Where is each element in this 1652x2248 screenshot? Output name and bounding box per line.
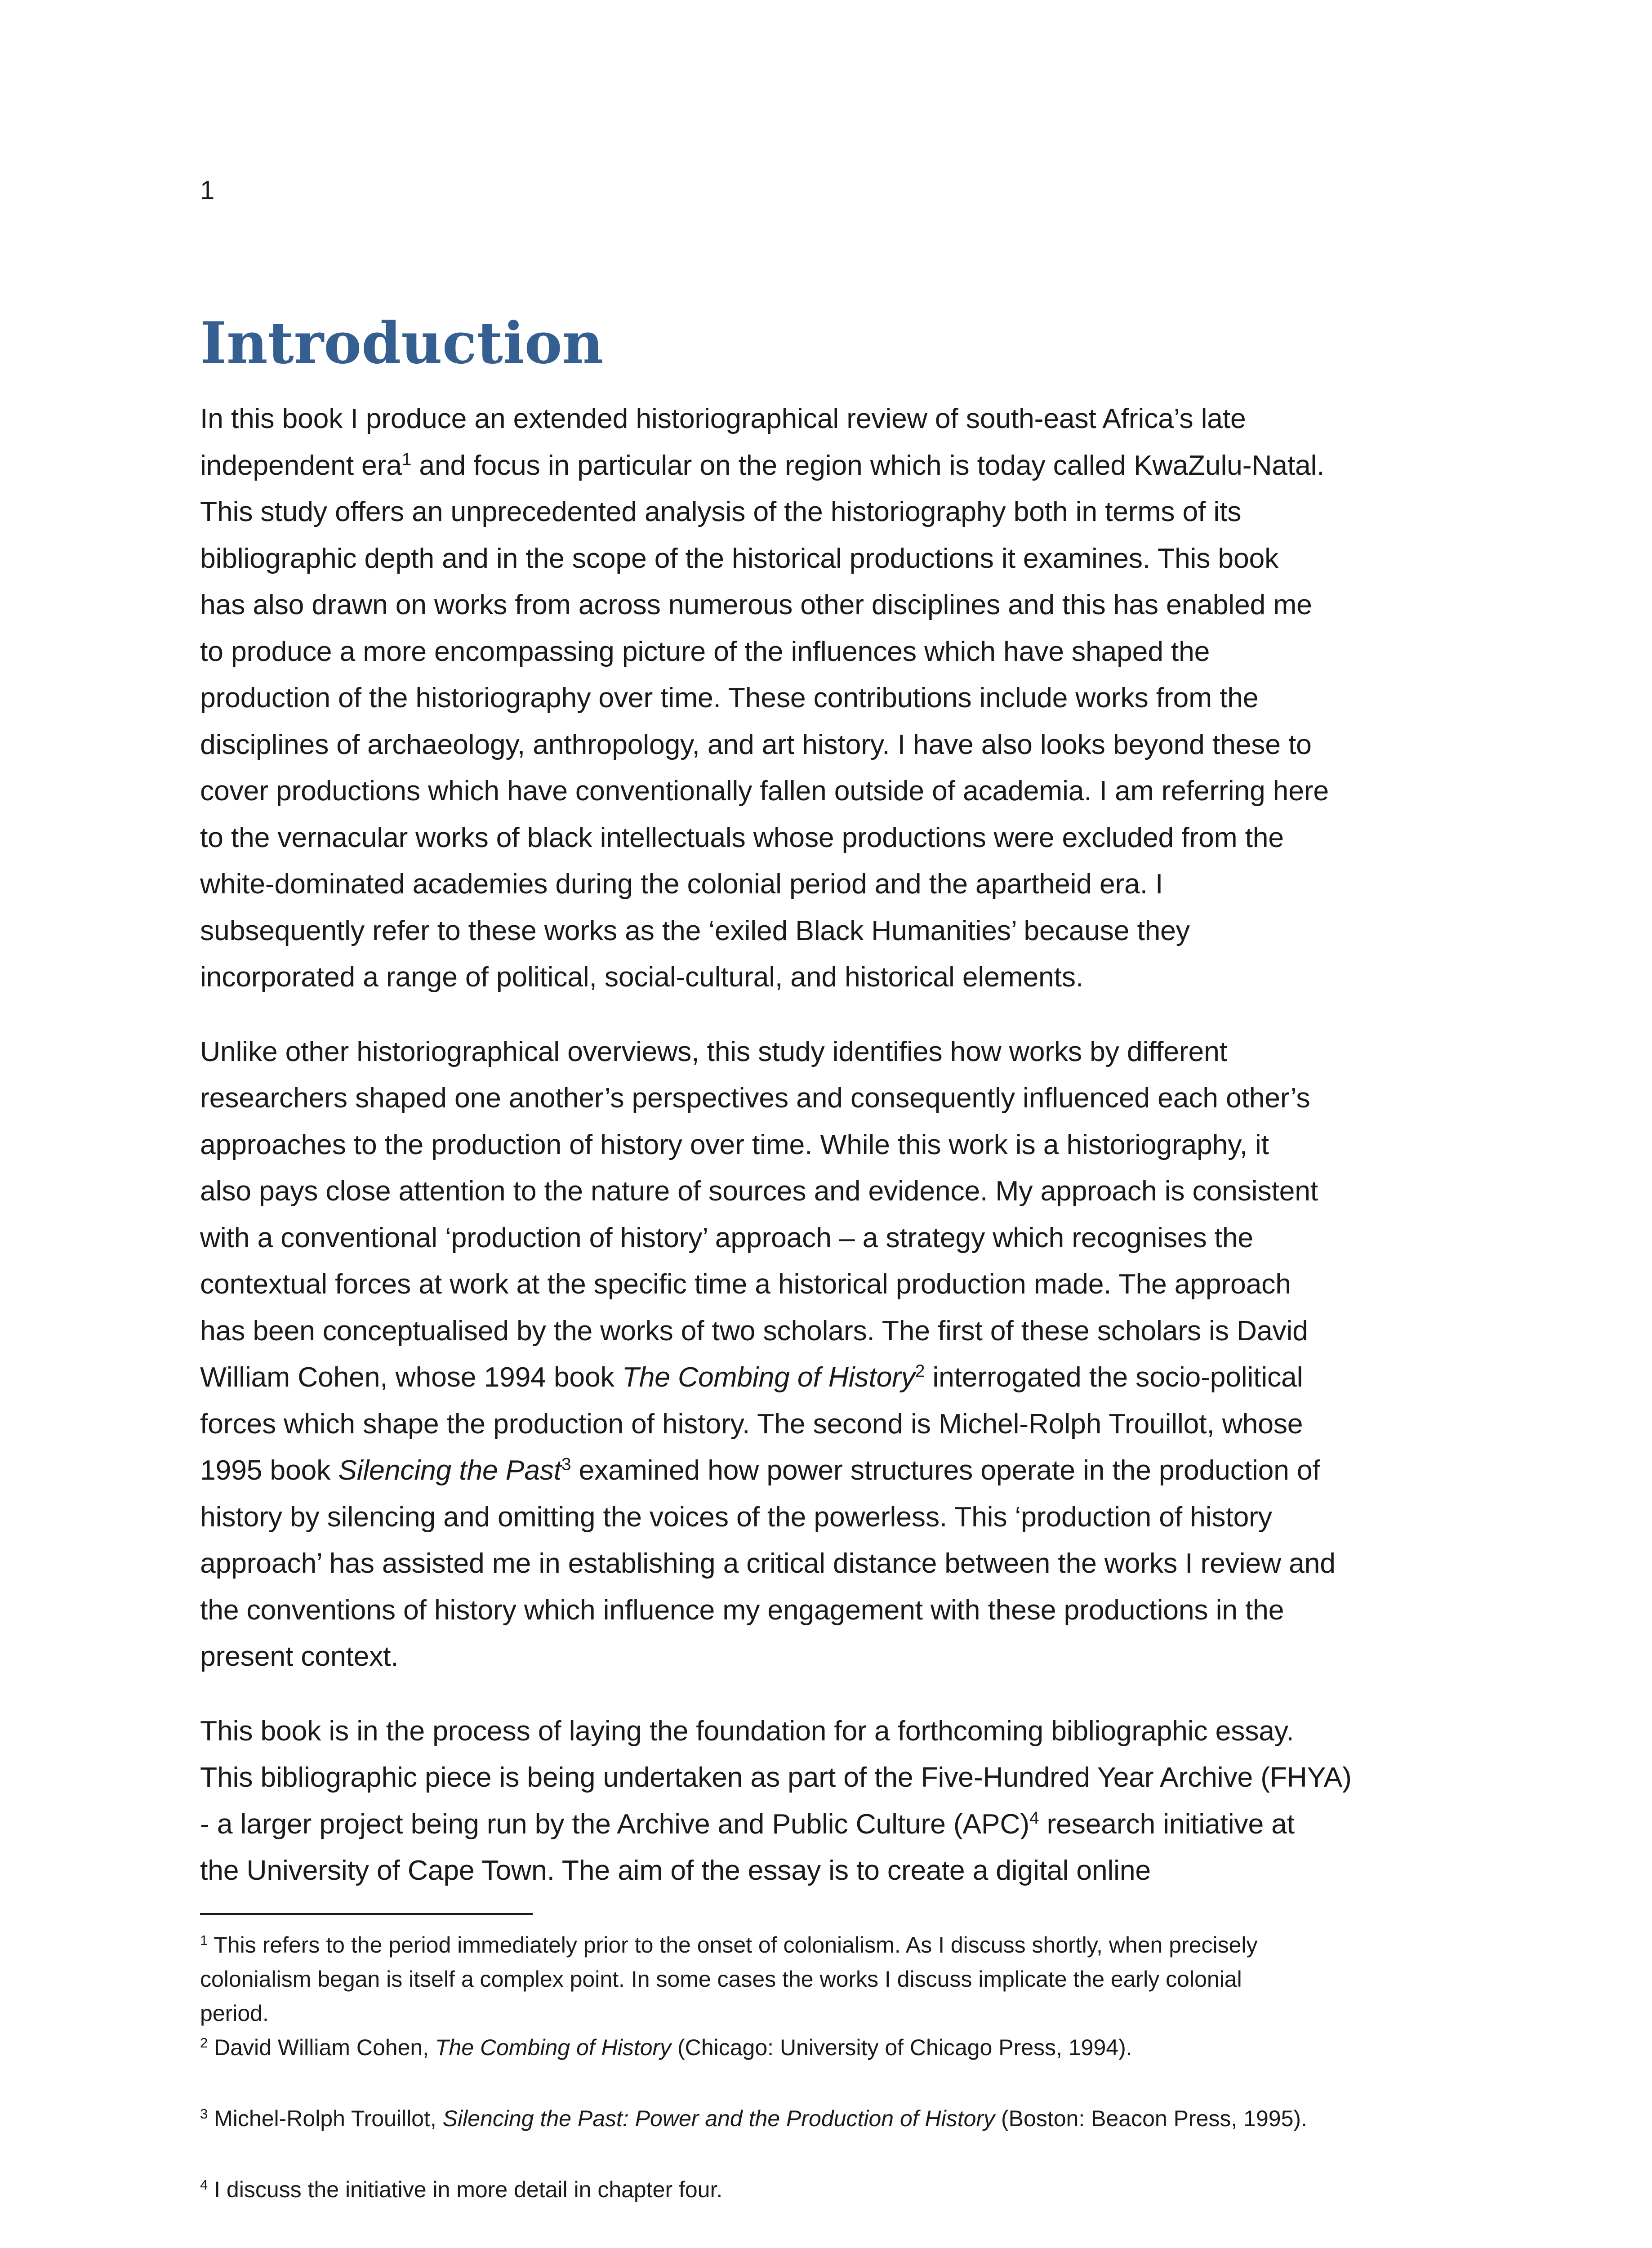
text-run: This refers to the period immediately prior to the onset of colonialism. As I discuss shortly, when precisely xyxy=(208,1932,1258,1958)
text-line xyxy=(200,1447,1459,1494)
text-run: (Chicago: University of Chicago Press, 1994). xyxy=(671,2035,1132,2060)
text-run: the University of Cape Town. The aim of the essay is to create a digital online xyxy=(200,1855,1151,1886)
text-run: disciplines of archaeology, anthropology, and art history. I have also looks beyond these to xyxy=(200,728,1312,760)
text-run: colonialism began is itself a complex point. In some cases the works I discuss implicate the early colonial xyxy=(200,1967,1242,1992)
text-line xyxy=(200,1587,1459,1634)
text-run: 1995 book xyxy=(200,1454,338,1486)
text-run: examined how power structures operate in the production of xyxy=(571,1454,1320,1486)
text-line xyxy=(200,489,1459,535)
text-run: approach’ has assisted me in establishing a critical distance between the works I review and xyxy=(200,1548,1336,1579)
text-run: and focus in particular on the region which is today called KwaZulu-Natal. xyxy=(411,449,1325,481)
text-line xyxy=(200,815,1459,861)
text-run: white-dominated academies during the colonial period and the apartheid era. I xyxy=(200,868,1163,900)
text-line xyxy=(200,2101,1459,2136)
text-line xyxy=(200,1801,1459,1848)
footnote-marker: 2 xyxy=(915,1361,925,1381)
footnote-marker: 3 xyxy=(561,1454,571,1474)
text-line xyxy=(200,1928,1459,1962)
text-run: This bibliographic piece is being undertaken as part of the Five-Hundred Year Archive (FHYA) xyxy=(200,1762,1352,1793)
footnote-marker: 1 xyxy=(401,450,412,469)
footnote xyxy=(200,2172,1459,2207)
book-title: Silencing the Past xyxy=(338,1454,562,1486)
chapter-title: Introduction xyxy=(200,310,604,376)
text-run: subsequently refer to these works as the ‘exiled Black Humanities’ because they xyxy=(200,914,1190,946)
text-run: has been conceptualised by the works of two scholars. The first of these scholars is David xyxy=(200,1315,1308,1347)
text-line xyxy=(200,861,1459,908)
text-line xyxy=(200,1261,1459,1308)
text-line xyxy=(200,768,1459,815)
text-line xyxy=(200,1996,1459,2030)
paragraph xyxy=(200,396,1459,1001)
text-run: production of the historiography over time. These contributions include works from the xyxy=(200,682,1259,714)
paragraph xyxy=(200,1708,1459,1894)
footnote-separator xyxy=(200,1913,533,1915)
text-run: incorporated a range of political, social-cultural, and historical elements. xyxy=(200,961,1083,993)
text-line xyxy=(200,1215,1459,1262)
text-line xyxy=(200,1494,1459,1541)
text-line xyxy=(200,1847,1459,1894)
text-line xyxy=(200,629,1459,675)
text-run: history by silencing and omitting the voices of the powerless. This ‘production of history xyxy=(200,1501,1272,1533)
text-run: bibliographic depth and in the scope of the historical productions it examines. This book xyxy=(200,542,1279,574)
page-number: 1 xyxy=(200,176,215,205)
text-line xyxy=(200,908,1459,955)
text-run: Michel-Rolph Trouillot, xyxy=(208,2106,443,2131)
text-run: - a larger project being run by the Archive and Public Culture (APC) xyxy=(200,1808,1029,1840)
text-run: In this book I produce an extended historiographical review of south-east Africa’s late xyxy=(200,403,1246,434)
footnote-spacer xyxy=(200,2136,1459,2172)
footnote-marker: 1 xyxy=(200,1932,208,1948)
footnote-marker: 4 xyxy=(1029,1808,1039,1828)
text-run: cover productions which have conventionally fallen outside of academia. I am referring here xyxy=(200,775,1329,807)
footnote-marker: 4 xyxy=(200,2177,208,2193)
text-line xyxy=(200,2030,1459,2065)
text-run: present context. xyxy=(200,1641,399,1672)
text-line xyxy=(200,1168,1459,1215)
text-run: research initiative at xyxy=(1039,1808,1295,1840)
text-run: This book is in the process of laying the foundation for a forthcoming bibliographic essay. xyxy=(200,1715,1294,1747)
book-title: Silencing the Past: Power and the Production of History xyxy=(442,2106,995,2131)
text-line xyxy=(200,1540,1459,1587)
paragraph xyxy=(200,1029,1459,1680)
text-line xyxy=(200,1354,1459,1401)
text-line xyxy=(200,1754,1459,1801)
text-run: to the vernacular works of black intellectuals whose productions were excluded from the xyxy=(200,821,1284,853)
text-line xyxy=(200,1122,1459,1169)
text-line xyxy=(200,2172,1459,2207)
text-run: independent era xyxy=(200,449,402,481)
text-line xyxy=(200,535,1459,582)
text-line xyxy=(200,1633,1459,1680)
footnote xyxy=(200,2030,1459,2065)
text-run: Unlike other historiographical overviews, this study identifies how works by different xyxy=(200,1035,1227,1067)
footnote-marker: 3 xyxy=(200,2105,208,2122)
text-line xyxy=(200,1029,1459,1075)
text-run: has also drawn on works from across numerous other disciplines and this has enabled me xyxy=(200,589,1312,620)
text-run: contextual forces at work at the specific time a historical production made. The approach xyxy=(200,1268,1291,1300)
footnote xyxy=(200,2101,1459,2136)
text-run: also pays close attention to the nature of sources and evidence. My approach is consistent xyxy=(200,1175,1318,1207)
text-line xyxy=(200,396,1459,442)
text-line xyxy=(200,1401,1459,1448)
text-line xyxy=(200,1708,1459,1755)
text-run: (Boston: Beacon Press, 1995). xyxy=(995,2106,1307,2131)
body-text xyxy=(200,396,1459,1922)
text-line xyxy=(200,954,1459,1001)
book-title: The Combing of History xyxy=(622,1361,915,1393)
text-line xyxy=(200,675,1459,722)
footnote-spacer xyxy=(200,2065,1459,2101)
text-line xyxy=(200,1962,1459,1996)
text-line xyxy=(200,582,1459,629)
text-line xyxy=(200,722,1459,768)
text-run: with a conventional ‘production of history’ approach – a strategy which recognises the xyxy=(200,1222,1253,1253)
text-run: William Cohen, whose 1994 book xyxy=(200,1361,622,1393)
text-run: David William Cohen, xyxy=(208,2035,435,2060)
text-line xyxy=(200,442,1459,489)
text-line xyxy=(200,1075,1459,1122)
text-run: the conventions of history which influence my engagement with these productions in the xyxy=(200,1594,1284,1626)
text-run: I discuss the initiative in more detail in chapter four. xyxy=(208,2177,723,2202)
footnote-marker: 2 xyxy=(200,2034,208,2051)
text-run: interrogated the socio-political xyxy=(925,1361,1303,1393)
book-title: The Combing of History xyxy=(435,2035,672,2060)
text-run: This study offers an unprecedented analysis of the historiography both in terms of its xyxy=(200,496,1242,527)
text-run: forces which shape the production of history. The second is Michel-Rolph Trouillot, whose xyxy=(200,1408,1303,1440)
text-run: period. xyxy=(200,2001,269,2026)
text-run: researchers shaped one another’s perspectives and consequently influenced each other’s xyxy=(200,1082,1310,1114)
text-run: approaches to the production of history over time. While this work is a historiography, it xyxy=(200,1128,1269,1160)
footnotes xyxy=(200,1928,1459,2207)
text-line xyxy=(200,1308,1459,1355)
footnote xyxy=(200,1928,1459,2030)
text-run: to produce a more encompassing picture of the influences which have shaped the xyxy=(200,635,1210,667)
